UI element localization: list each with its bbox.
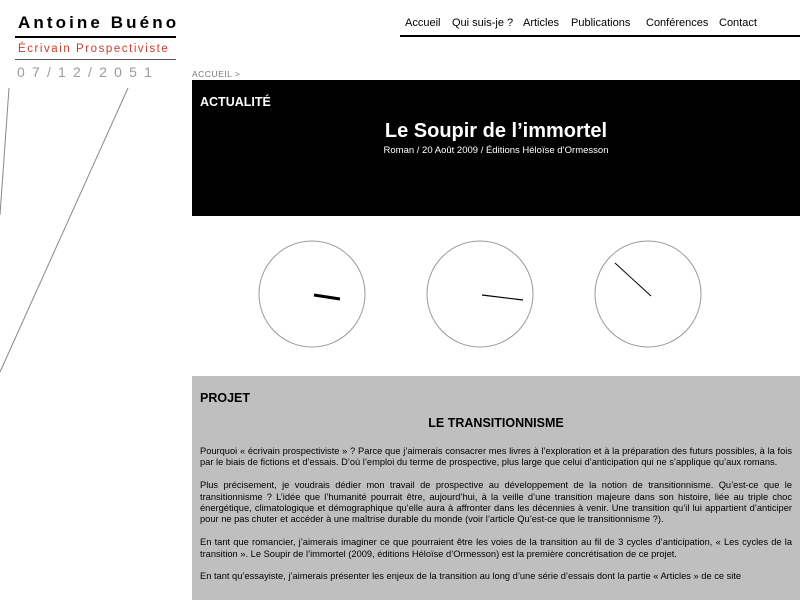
news-subtitle: Roman / 20 Août 2009 / Éditions Héloïse d’Ormesson bbox=[383, 145, 609, 156]
site-subtitle: Écrivain Prospectiviste bbox=[18, 43, 170, 55]
news-banner bbox=[192, 80, 800, 216]
project-heading: PROJET bbox=[200, 391, 251, 405]
project-title: LE TRANSITIONNISME bbox=[428, 416, 564, 430]
decorative-line bbox=[0, 88, 9, 215]
nav-publications[interactable]: Publications bbox=[571, 17, 631, 29]
breadcrumb-home-link[interactable]: ACCUEIL bbox=[192, 69, 233, 79]
project-paragraph: Plus précisement, je voudrais dédier mon travail de prospective au développement de la notion de transitionnisme. Qu’est-ce que le transitionnisme ? L’idée que l’humanité pourrait être, aujourd’hui, à la veille d’une transition majeure dans son histoire, liée au triple choc énergétique, climatologique et démographique qu’elle aura à affronter dans les décennies à venir. Une transition qu’il lui appartient d’anticiper pour ne pas chuter et accéder à une maîtrise durable du monde (voir l’article Qu’est-ce que le transitionnisme ?). bbox=[200, 480, 792, 525]
decorative-line bbox=[0, 88, 128, 372]
nav-contact[interactable]: Contact bbox=[719, 17, 757, 29]
brand-divider bbox=[15, 36, 176, 38]
decorative-lines bbox=[0, 80, 190, 380]
project-paragraph: En tant qu’essayiste, j’aimerais présenter les enjeux de la transition au long d’une série d’essais dont la partie « Articles » de ce site bbox=[200, 571, 742, 582]
brand-divider-thin bbox=[15, 59, 176, 60]
breadcrumb bbox=[192, 69, 240, 79]
clock-face bbox=[595, 241, 701, 347]
clock-icon bbox=[258, 240, 366, 348]
nav-articles[interactable]: Articles bbox=[523, 17, 560, 29]
project-paragraph: En tant que romancier, j’aimerais imaginer ce que pourraient être les voies de la transition au fil de 3 cycles d’anticipation, « Les cycles de la transition ». Le Soupir de l’immortel (2009, éditions Héloïse d’Ormesson) est la première concrétisation de ce projet. bbox=[200, 537, 792, 559]
nav-conferences[interactable]: Conférences bbox=[646, 17, 709, 29]
site-date: 07/12/2051 bbox=[17, 64, 160, 80]
breadcrumb-separator: > bbox=[234, 69, 241, 79]
project-paragraph: Pourquoi « écrivain prospectiviste » ? Parce que j’aimerais consacrer mes livres à l’exploration et à la préparation des futurs possibles, à la fois par le biais de fictions et d’essais. D’où l’emploi du terme de prospective, plus large que celui d’anticipation qui ne s’applique qu’aux romans. bbox=[200, 446, 792, 468]
clock-face bbox=[259, 241, 365, 347]
nav-underline bbox=[400, 35, 800, 37]
main-nav bbox=[400, 17, 800, 37]
clock-face bbox=[427, 241, 533, 347]
news-heading: ACTUALITÉ bbox=[200, 95, 271, 109]
project-body bbox=[200, 446, 792, 594]
nav-qui-suis-je[interactable]: Qui suis-je ? bbox=[452, 17, 514, 29]
clock-icon bbox=[426, 240, 534, 348]
project-section bbox=[192, 376, 800, 600]
news-title[interactable]: Le Soupir de l’immortel bbox=[384, 120, 608, 142]
nav-accueil[interactable]: Accueil bbox=[405, 17, 441, 29]
clock-icon bbox=[594, 240, 702, 348]
site-name[interactable]: Antoine Buéno bbox=[18, 13, 180, 32]
